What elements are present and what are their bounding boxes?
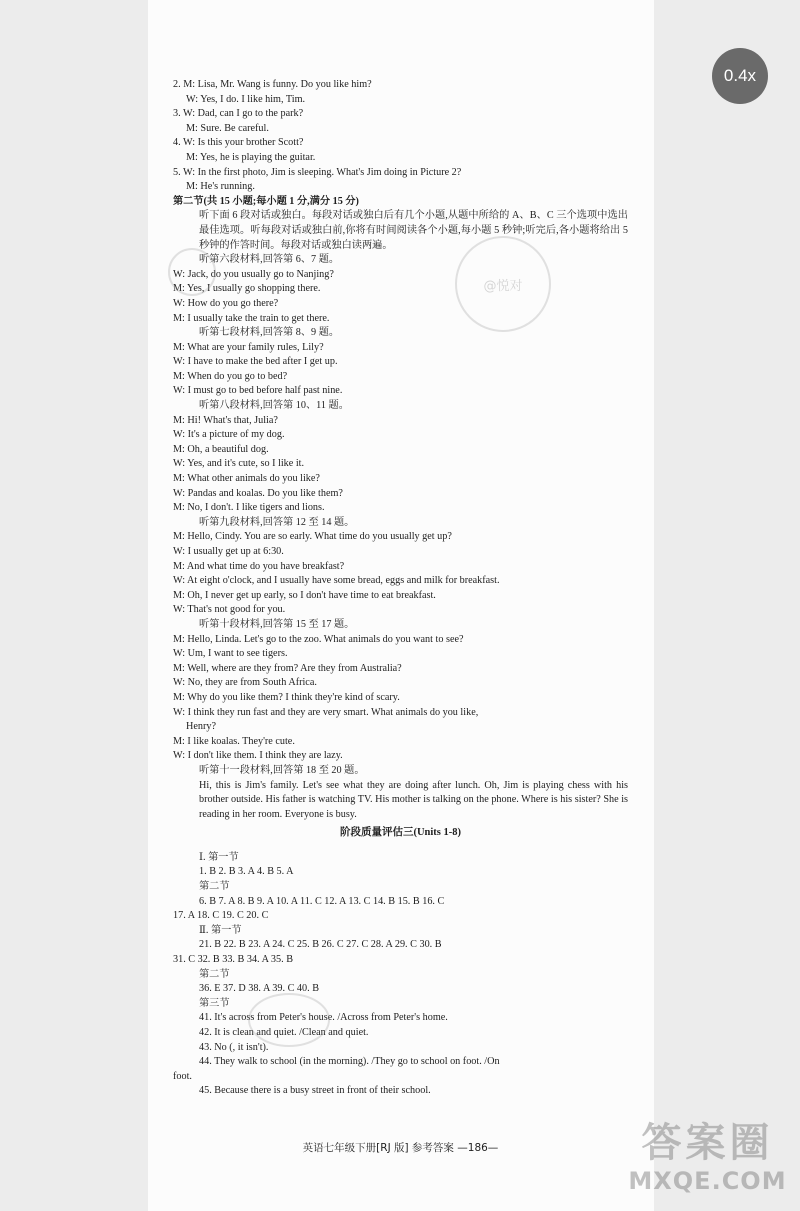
text-line: 17. A 18. C 19. C 20. C [173,910,269,922]
text-line: M: Hello, Linda. Let's go to the zoo. What animals do you want to see? [173,633,464,645]
text-line: 第二节 [199,881,230,893]
text-line: 45. Because there is a busy street in front of their school. [199,1085,431,1097]
zoom-level-badge[interactable]: 0.4x [712,48,768,104]
text-line: W: It's a picture of my dog. [173,429,285,441]
watermark-logo-text: 答案圈 [641,1120,774,1166]
text-line: 第三节 [199,997,230,1009]
text-line: M: I like koalas. They're cute. [173,735,295,747]
text-line: Ⅰ. 第一节 [199,851,239,863]
text-line: M: What are your family rules, Lily? [173,341,324,353]
text-line: W: Pandas and koalas. Do you like them? [173,487,343,499]
text-line: Hi, this is Jim's family. Let's see what they are doing after lunch. Oh, Jim is playing chess with his brother outside. His father is watching TV. His mother is talking on the phone. Where is his sister? She is reading in her room. Everyone is busy. [199,779,628,820]
text-line: 听第六段材料,回答第 6、7 题。 [199,254,340,266]
text-line: 4. W: Is this your brother Scott? [173,137,304,149]
text-line: W: At eight o'clock, and I usually have some bread, eggs and milk for breakfast. [173,575,500,587]
text-line: M: No, I don't. I like tigers and lions. [173,502,325,514]
text-line: M: And what time do you have breakfast? [173,560,345,572]
text-line: W: I have to make the bed after I get up. [173,356,338,368]
text-line: W: I must go to bed before half past nine. [173,385,343,397]
text-line: Henry? [186,721,216,733]
text-line: 36. E 37. D 38. A 39. C 40. B [199,983,319,995]
faded-stamp-1 [455,236,551,332]
text-line: 6. B 7. A 8. B 9. A 10. A 11. C 12. A 13. C 14. B 15. B 16. C [199,895,445,907]
text-line: M: I usually take the train to get there. [173,312,330,324]
text-line: M: Sure. Be careful. [186,122,269,134]
watermark-url: MXQE.COM [628,1167,787,1195]
text-line: W: Um, I want to see tigers. [173,648,288,660]
text-line: M: Yes, he is playing the guitar. [186,151,316,163]
text-line: 2. M: Lisa, Mr. Wang is funny. Do you like him? [173,79,372,90]
text-line: M: When do you go to bed? [173,370,288,382]
text-line: 43. No (, it isn't). [199,1041,269,1053]
text-line: W: Jack, do you usually go to Nanjing? [173,268,334,280]
text-line: 42. It is clean and quiet. /Clean and quiet. [199,1027,369,1038]
text-line: M: Oh, I never get up early, so I don't have time to eat breakfast. [173,589,436,601]
text-line: M: Yes, I usually go shopping there. [173,283,321,295]
text-line: 31. C 32. B 33. B 34. A 35. B [173,954,294,966]
text-line: 44. They walk to school (in the morning). /They go to school on foot. /On [199,1056,500,1068]
text-line: M: Oh, a beautiful dog. [173,443,269,455]
text-line: M: What other animals do you like? [173,473,320,485]
text-line: W: How do you go there? [173,297,279,309]
text-line: 听第七段材料,回答第 8、9 题。 [199,327,340,339]
text-line: M: Hello, Cindy. You are so early. What time do you usually get up? [173,531,452,543]
text-line: 听第九段材料,回答第 12 至 14 题。 [199,516,355,528]
text-line: W: I don't like them. I think they are lazy. [173,750,343,762]
text-line: W: Yes, and it's cute, so I like it. [173,458,305,470]
text-line: 41. It's across from Peter's house. /Across from Peter's home. [199,1012,448,1024]
page-footer: 英语七年级下册[RJ 版] 参考答案 —186— [302,1142,499,1154]
site-watermark [620,1120,795,1205]
text-line: 5. W: In the first photo, Jim is sleeping. What's Jim doing in Picture 2? [173,166,462,178]
text-line: 听第八段材料,回答第 10、11 题。 [199,400,349,412]
text-line: 听第十一段材料,回答第 18 至 20 题。 [199,764,365,776]
text-line: 3. W: Dad, can I go to the park? [173,108,304,120]
text-line: M: He's running. [186,181,255,193]
text-line: W: I usually get up at 6:30. [173,546,284,557]
text-line: M: Why do you like them? I think they're kind of scary. [173,691,400,703]
text-line: Ⅱ. 第一节 [199,924,242,936]
faded-stamp-3 [248,993,330,1047]
text-line: 第二节 [199,968,230,980]
text-line: 第二节(共 15 小题;每小题 1 分,满分 15 分) [173,195,359,207]
text-line: W: No, they are from South Africa. [173,677,317,689]
text-line: 21. B 22. B 23. A 24. C 25. B 26. C 27. C 28. A 29. C 30. B [199,939,442,951]
text-line: foot. [173,1070,192,1082]
answer-key-content [173,78,628,1099]
text-line: W: Yes, I do. I like him, Tim. [186,93,306,105]
text-line: 阶段质量评估三(Units 1-8) [339,827,462,839]
text-line: 听下面 6 段对话或独白。每段对话或独白后有几个小题,从题中所给的 A、B、C 三个选项中选出最佳选项。听每段对话或独白前,你将有时间阅读各个小题,每小题 5 秒钟;听完后,各小题将给出 5 秒钟的作答时间。每段对话或独白读两遍。 [199,210,628,251]
text-line: M: Well, where are they from? Are they from Australia? [173,662,402,674]
text-line: W: I think they run fast and they are very smart. What animals do you like, [173,706,479,718]
text-line: M: Hi! What's that, Julia? [173,414,278,426]
text-line: W: That's not good for you. [173,604,286,616]
text-line: 1. B 2. B 3. A 4. B 5. A [199,866,294,878]
faded-stamp-2 [168,248,216,296]
text-line: 听第十段材料,回答第 15 至 17 题。 [199,618,355,630]
stamp-text: @悦对 [483,278,523,294]
